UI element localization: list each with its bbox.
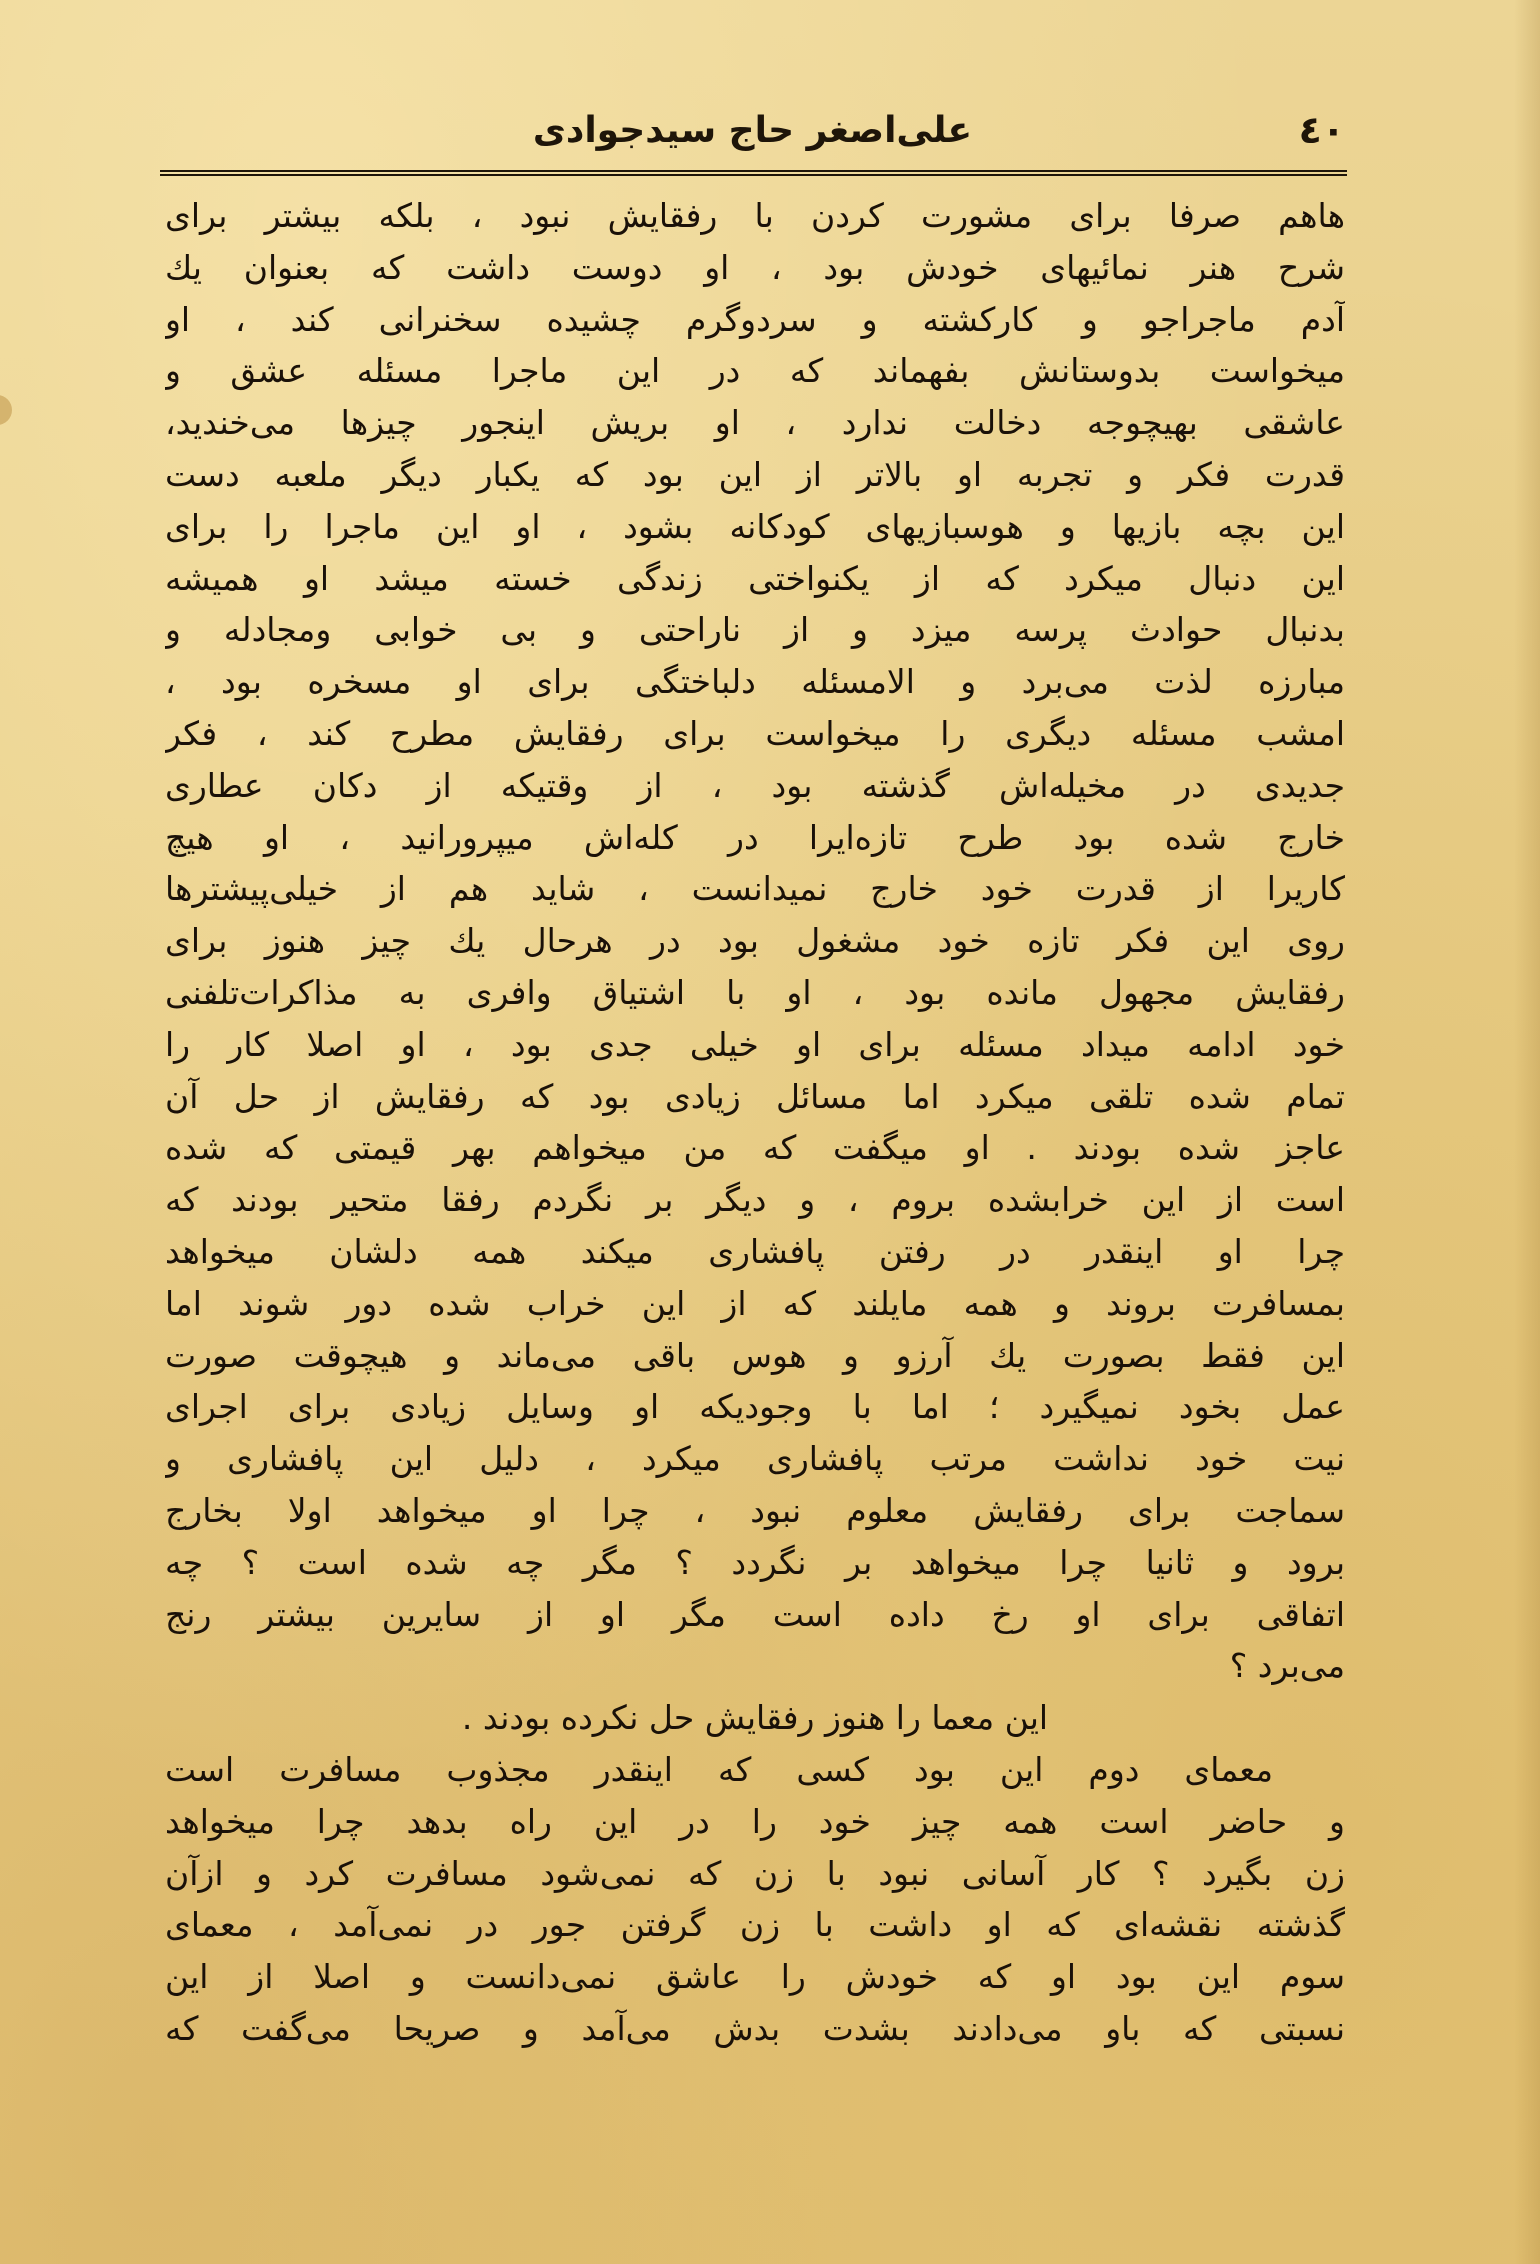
running-header xyxy=(160,100,1345,170)
page-edge-shadow xyxy=(1514,0,1540,2264)
text-line: سوم این بود او که خودش را عاشق نمی‌دانست و اصلا از این xyxy=(165,1957,1345,1997)
paragraph-line-centered: این معما را هنوز رفقایش حل نکرده بودند . xyxy=(461,1698,1049,1738)
text-line: روی این فکر تازه خود مشغول بود در هرحال یك چیز هنوز برای xyxy=(165,921,1345,961)
text-line: است از این خرابشده بروم ، و دیگر بر نگردم رفقا متحیر بودند که xyxy=(165,1180,1345,1220)
text-line: کاریرا از قدرت خود خارج نمیدانست ، شاید هم از خیلی‌پیشترها xyxy=(165,869,1345,909)
text-line: قدرت فکر و تجربه او بالاتر از این بود که یکبار دیگر ملعبه دست xyxy=(165,454,1345,494)
page-number: ٤٠ xyxy=(1298,108,1345,152)
text-line: این بچه بازیها و هوسبازیهای کودکانه بشود ، او این ماجرا را برای xyxy=(165,506,1345,546)
paragraph-end-line: می‌برد ؟ xyxy=(1229,1646,1345,1686)
text-line: عاشقی بهیچوجه دخالت ندارد ، او بریش اینجور چیزها می‌خندید، xyxy=(165,403,1345,443)
text-line: نسبتی که باو می‌دادند بشدت بدش می‌آمد و صریحا می‌گفت که xyxy=(165,2008,1345,2048)
text-line: نیت خود نداشت مرتب پافشاری میکرد ، دلیل این پافشاری و xyxy=(165,1439,1345,1479)
text-line: تمام شده تلقی میکرد اما مسائل زیادی بود که رفقایش از حل آن xyxy=(165,1076,1345,1116)
body-text xyxy=(165,190,1345,2055)
text-line: خود ادامه میداد مسئله برای او خیلی جدی بود ، او اصلا کار را xyxy=(165,1024,1345,1064)
text-line: عمل بخود نمیگیرد ؛ اما با وجودیکه او وسایل زیادی برای اجرای xyxy=(165,1387,1345,1427)
text-line: این فقط بصورت یك آرزو و هوس باقی می‌ماند و هیچوقت صورت xyxy=(165,1335,1345,1375)
text-line: زن بگیرد ؟ کار آسانی نبود با زن که نمی‌شود مسافرت کرد و ازآن xyxy=(165,1853,1345,1893)
text-line: و حاضر است همه چیز خود را در این راه بدهد چرا میخواهد xyxy=(165,1801,1345,1841)
text-line: هاهم صرفا برای مشورت کردن با رفقایش نبود ، بلکه بیشتر برای xyxy=(165,196,1345,235)
text-line: اتفاقی برای او رخ داده است مگر او از سایرین بیشتر رنج xyxy=(165,1594,1345,1634)
header-divider xyxy=(160,170,1347,176)
text-line: سماجت برای رفقایش معلوم نبود ، چرا او میخواهد اولا بخارج xyxy=(165,1490,1345,1530)
text-line: برود و ثانیا چرا میخواهد بر نگردد ؟ مگر چه شده است ؟ چه xyxy=(165,1542,1345,1582)
text-line: بدنبال حوادث پرسه میزد و از ناراحتی و بی خوابی ومجادله و xyxy=(165,610,1345,650)
text-line: مبارزه لذت می‌برد و الامسئله دلباختگی برای او مسخره بود ، xyxy=(165,662,1345,702)
running-header-author: علی‌اصغر حاج سیدجوادی xyxy=(532,110,973,151)
text-line: جدیدی در مخیله‌اش گذشته بود ، از وقتیکه از دکان عطاری xyxy=(165,765,1345,805)
paragraph-first-line: معمای دوم این بود کسی که اینقدر مجذوب مسافرت است xyxy=(165,1749,1273,1789)
text-line: امشب مسئله دیگری را میخواست برای رفقایش مطرح کند ، فکر xyxy=(165,713,1345,753)
text-line: آدم ماجراجو و کارکشته و سردوگرم چشیده سخنرانی کند ، او xyxy=(165,299,1345,339)
text-line: عاجز شده بودند . او میگفت که من میخواهم بهر قیمتی که شده xyxy=(165,1128,1345,1168)
text-line: چرا او اینقدر در رفتن پافشاری میکند همه دلشان میخواهد xyxy=(165,1231,1345,1271)
text-line: بمسافرت بروند و همه مایلند که از این خراب شده دور شوند اما xyxy=(165,1283,1345,1323)
text-line: میخواست بدوستانش بفهماند که در این ماجرا مسئله عشق و xyxy=(165,351,1345,391)
text-line: این دنبال میکرد که از یکنواختی زندگی خسته میشد او همیشه xyxy=(165,558,1345,598)
text-line: رفقایش مجهول مانده بود ، او با اشتیاق وافری به مذاکرات‌تلفنی xyxy=(165,972,1345,1012)
paper-tear-mark xyxy=(0,395,12,425)
text-line: شرح هنر نمائیهای خودش بود ، او دوست داشت که بعنوان یك xyxy=(165,247,1345,287)
text-line: گذشته نقشه‌ای که او داشت با زن گرفتن جور در نمی‌آمد ، معمای xyxy=(165,1905,1345,1945)
text-line: خارج شده بود طرح تازه‌ایرا در کله‌اش میپرورانید ، او هیچ xyxy=(165,817,1345,857)
